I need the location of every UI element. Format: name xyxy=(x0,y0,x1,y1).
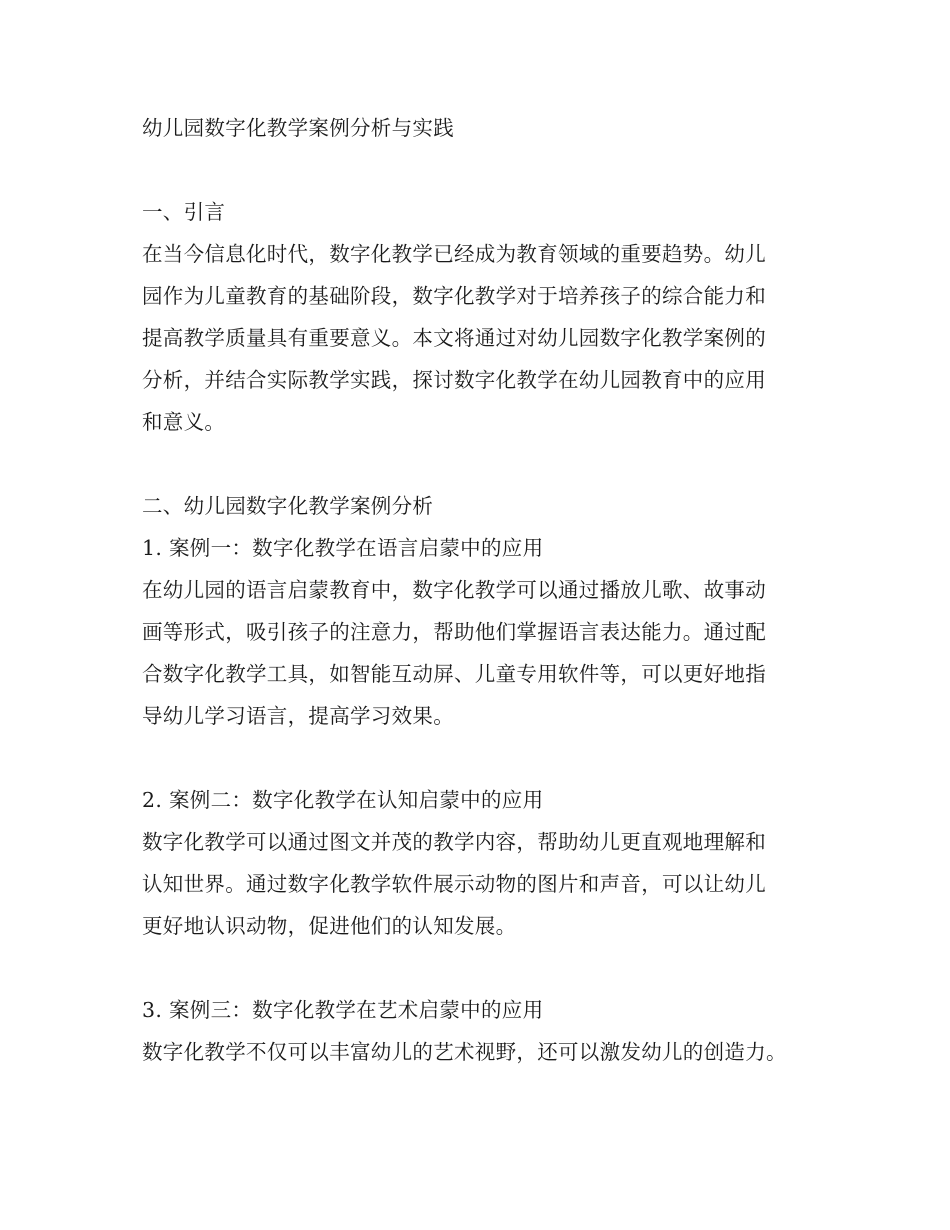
document-body xyxy=(142,107,832,1073)
section-heading-introduction: 一、引言 xyxy=(142,200,226,224)
blank-line xyxy=(142,737,832,779)
paragraph-line: 画等形式，吸引孩子的注意力，帮助他们掌握语言表达能力。通过配 xyxy=(142,620,766,644)
case-heading-cognition: 2. 案例二：数字化教学在认知启蒙中的应用 xyxy=(142,788,544,812)
paragraph-line: 认知世界。通过数字化教学软件展示动物的图片和声音，可以让幼儿 xyxy=(142,872,766,896)
blank-line xyxy=(142,149,832,191)
paragraph-line: 合数字化教学工具，如智能互动屏、儿童专用软件等，可以更好地指 xyxy=(142,662,766,686)
paragraph-line: 更好地认识动物，促进他们的认知发展。 xyxy=(142,914,517,938)
introduction-paragraph xyxy=(142,233,832,443)
case-language-paragraph xyxy=(142,569,832,737)
paragraph-line: 和意义。 xyxy=(142,410,226,434)
blank-line xyxy=(142,443,832,485)
case-cognition-paragraph xyxy=(142,821,832,947)
document-title: 幼儿园数字化教学案例分析与实践 xyxy=(142,116,454,140)
paragraph-line: 数字化教学不仅可以丰富幼儿的艺术视野，还可以激发幼儿的创造力。 xyxy=(142,1040,787,1064)
paragraph-line: 导幼儿学习语言，提高学习效果。 xyxy=(142,704,454,728)
case-heading-art: 3. 案例三：数字化教学在艺术启蒙中的应用 xyxy=(142,998,544,1022)
paragraph-line: 提高教学质量具有重要意义。本文将通过对幼儿园数字化教学案例的 xyxy=(142,326,766,350)
paragraph-line: 园作为儿童教育的基础阶段，数字化教学对于培养孩子的综合能力和 xyxy=(142,284,766,308)
paragraph-line: 分析，并结合实际教学实践，探讨数字化教学在幼儿园教育中的应用 xyxy=(142,368,766,392)
section-heading-case-analysis: 二、幼儿园数字化教学案例分析 xyxy=(142,494,434,518)
paragraph-line: 在当今信息化时代，数字化教学已经成为教育领域的重要趋势。幼儿 xyxy=(142,242,766,266)
case-heading-language: 1. 案例一：数字化教学在语言启蒙中的应用 xyxy=(142,536,544,560)
paragraph-line: 在幼儿园的语言启蒙教育中，数字化教学可以通过播放儿歌、故事动 xyxy=(142,578,766,602)
case-art-paragraph xyxy=(142,1031,832,1073)
paragraph-line: 数字化教学可以通过图文并茂的教学内容，帮助幼儿更直观地理解和 xyxy=(142,830,766,854)
blank-line xyxy=(142,947,832,989)
